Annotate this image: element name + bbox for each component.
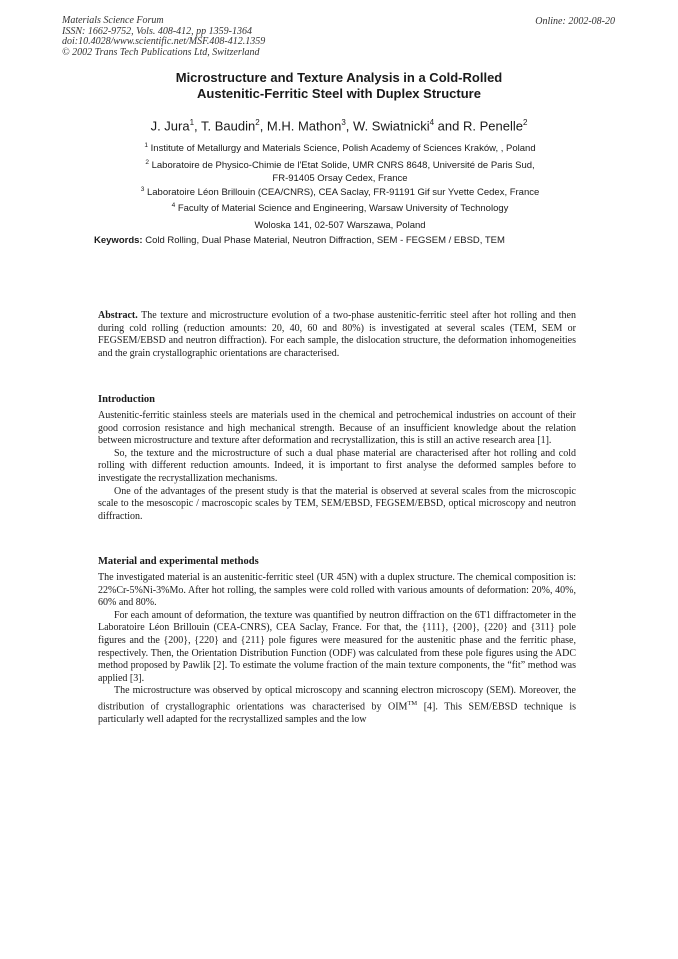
methods-body: [98, 572, 576, 726]
affiliation-text: FR-91405 Orsay Cedex, France: [272, 172, 408, 184]
affiliation-sup: 3: [140, 186, 145, 193]
paragraph: For each amount of deformation, the texture was quantified by neutron diffraction on the 6T1 diffractometer in the Laboratoire Léon Brillouin (CEA-CNRS), CEA Saclay, France. For that, the {111}, {200}, {220} and {311} pole figures and the {200}, {220} and {211} pole figures were measured for the austenitic phase and the ferritic phase, respectively. Then, the Orientation Distribution Function (ODF) was calculated from these pole figures using the ADC method proposed by Pawlik [2]. To estimate the volume fraction of the main texture components, the “fit” method was applied [3].: [98, 609, 576, 684]
abstract-text: The texture and microstructure evolution of a two-phase austenitic-ferritic steel after hot rolling and then during cold rolling (reduction amounts: 20, 40, 60 and 80%) is investigated at several scales (TEM, SEM or FEGSEM/EBSD and neutron diffraction). For each sample, the dislocation structure, the deformation inhomogeneities and the grain crystallographic orientations are characterised.: [98, 310, 576, 359]
keywords-label: Keywords:: [94, 235, 143, 246]
keywords-text: Cold Rolling, Dual Phase Material, Neutron Diffraction, SEM - FEGSEM / EBSD, TEM: [142, 235, 505, 246]
paragraph-text: The microstructure was observed by optical microscopy and scanning electron microscopy (SEM). Moreover, the distribution of crystallographic orientations was characterised by OIM: [98, 685, 576, 713]
paragraph: One of the advantages of the present study is that the material is observed at several scales from the microscopic scale to the mesoscopic / macroscopic scales by TEM, SEM/EBSD, FEGSEM/EBSD, optical microscopy and neutron diffraction.: [98, 485, 576, 522]
copyright: © 2002 Trans Tech Publications Ltd, Switzerland: [62, 46, 260, 58]
section-heading-methods: Material and experimental methods: [98, 556, 259, 567]
keywords: [94, 235, 594, 246]
abstract-label: Abstract.: [98, 310, 138, 321]
journal-metadata: [62, 16, 265, 58]
affiliation-sup: 4: [171, 202, 176, 209]
author-affil-sup: 3: [341, 118, 346, 127]
author-affil-sup: 4: [429, 118, 435, 127]
section-heading-introduction: Introduction: [98, 394, 155, 405]
introduction-body: [98, 410, 576, 523]
author-affil-sup: 2: [522, 118, 528, 127]
author-name: R. Penelle: [462, 118, 523, 134]
affiliation-text: Laboratoire Léon Brillouin (CEA/CNRS), CEA Saclay, FR-91191 Gif sur Yvette Cedex, France: [146, 187, 540, 199]
journal-name: Materials Science Forum: [62, 15, 164, 26]
author-name: W. Swiatnicki: [353, 118, 430, 134]
affiliation-sup: 1: [144, 142, 149, 149]
paragraph: Austenitic-ferritic stainless steels are materials used in the chemical and petrochemical industries on account of their good corrosion resistance and high mechanical strength. Because of an insufficient knowledge about the relation between microstructure and texture after deformation and recrystallization, this is still an active research area [1].: [98, 410, 576, 447]
paragraph: [98, 685, 576, 726]
title-line-1: Microstructure and Texture Analysis in a Cold-Rolled: [175, 70, 503, 85]
affiliation-1: [70, 140, 610, 156]
affiliation-text: Laboratoire de Physico-Chimie de l'Etat Solide, UMR CNRS 8648, Université de Paris Sud,: [151, 160, 535, 172]
author-name: J. Jura: [150, 118, 190, 134]
affiliation-text: Institute of Metallurgy and Materials Science, Polish Academy of Sciences Kraków, , Poland: [150, 143, 536, 155]
author-affil-sup: 2: [255, 118, 260, 127]
author-separator: ,: [345, 118, 354, 134]
issn: ISSN: 1662-9752, Vols. 408-412, pp 1359-1364: [62, 25, 252, 37]
title-line-2: Austenitic-Ferritic Steel with Duplex Structure: [197, 86, 481, 101]
author-affil-sup: 1: [189, 118, 195, 127]
affiliation-2: [70, 157, 610, 185]
paragraph: So, the texture and the microstructure of such a dual phase material are characterised after hot rolling and cold rolling with different reduction amounts. Indeed, it is important to first analyse the deformed samples before to investigate the recrystallization mechanisms.: [98, 447, 576, 484]
paragraph: The investigated material is an austenitic-ferritic steel (UR 45N) with a duplex structure. The chemical composition is: 22%Cr-5%Ni-3%Mo. After hot rolling, the samples were cold rolled with various amounts of deformation: 20%, 40%, 60% and 80%.: [98, 572, 576, 609]
abstract: [98, 310, 576, 360]
author-separator: ,: [194, 118, 202, 134]
affiliation-text: Faculty of Material Science and Engineering, Warsaw University of Technology: [177, 203, 509, 215]
affiliation-text: Woloska 141, 02-507 Warszawa, Poland: [254, 219, 426, 231]
author-name: M.H. Mathon: [266, 118, 342, 134]
affiliation-4: [70, 200, 610, 232]
doi-link[interactable]: doi:10.4028/www.scientific.net/MSF.408-412.1359: [62, 36, 266, 47]
online-date: Online: 2002-08-20: [535, 16, 615, 27]
author-separator: and: [434, 118, 463, 134]
author-list: [60, 118, 618, 133]
affiliation-3: [70, 184, 610, 200]
paragraph-text: [4]. This SEM/EBSD technique is particularly well adapted for the recrystallized samples and the low: [98, 701, 577, 725]
paper-title: [100, 70, 578, 102]
affiliation-sup: 2: [145, 159, 149, 166]
trademark-sup: TM: [407, 699, 418, 707]
author-separator: ,: [259, 118, 267, 134]
author-name: T. Baudin: [201, 118, 256, 134]
